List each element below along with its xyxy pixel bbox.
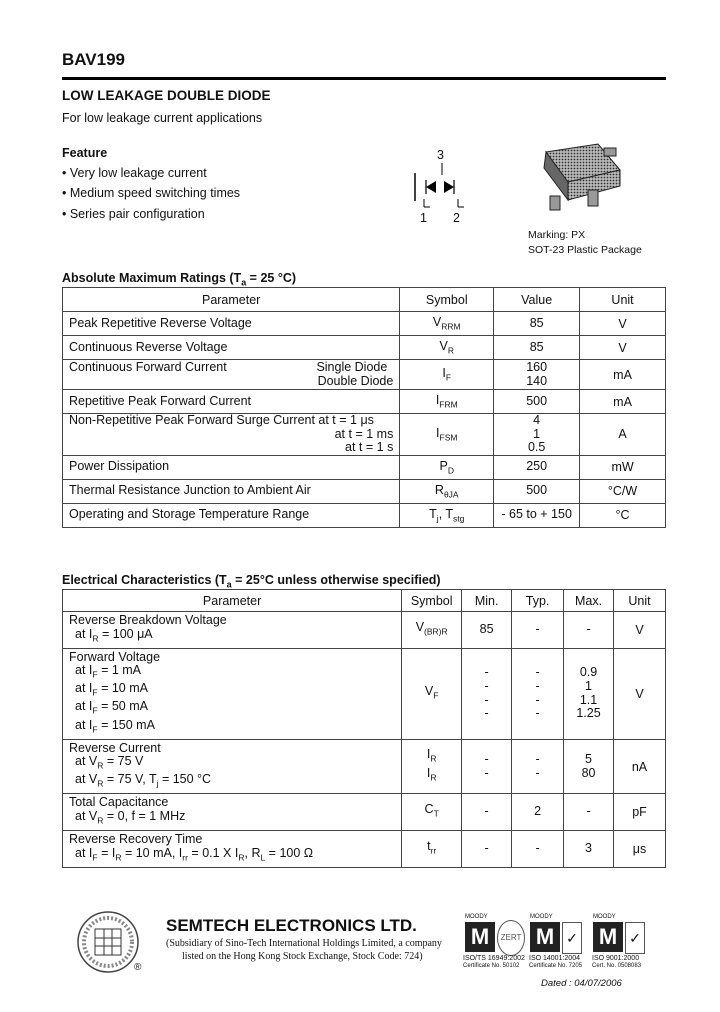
- param-title: [69, 833, 395, 847]
- min-value: -: [484, 841, 489, 856]
- param-condition-symbol: I: [88, 717, 93, 732]
- symbol-cell: [402, 794, 462, 831]
- param-condition-subscript: rr: [182, 852, 188, 863]
- param-condition-subscript: L: [260, 852, 266, 863]
- value-text: 250: [526, 459, 548, 474]
- min-value: -: [484, 692, 489, 707]
- min-cell: [462, 831, 512, 868]
- moody-logo-2-icon: M: [530, 922, 560, 952]
- max-value: 0.9: [579, 665, 598, 680]
- max-cell: [564, 794, 614, 831]
- cert-3-number: Cert. No. 0508083: [592, 963, 642, 969]
- symbol-subscript: T: [433, 808, 439, 819]
- marking-text: Marking: PX: [528, 229, 586, 241]
- param-condition: [69, 682, 395, 700]
- symbol-main: I: [436, 426, 440, 441]
- param-title-text: Reverse Recovery Time: [69, 832, 203, 847]
- param-condition-symbol: V: [88, 754, 98, 769]
- param-condition: [69, 847, 395, 865]
- symbol-cell: [402, 612, 462, 649]
- param-condition-subscript: R: [97, 815, 104, 826]
- unit-cell: A: [580, 414, 666, 456]
- param-condition-text: at: [75, 754, 89, 769]
- col-max: Max.: [564, 590, 614, 612]
- min-value: -: [484, 765, 489, 780]
- param-condition-subscript: R: [115, 852, 122, 863]
- symbol-sub: F: [445, 372, 452, 383]
- symbol-sub: FRM: [439, 399, 458, 410]
- min-value: -: [484, 706, 489, 721]
- feature-item-1: • Very low leakage current: [62, 166, 207, 180]
- param-condition-text: at: [75, 663, 89, 678]
- param-condition-text: at: [75, 809, 89, 824]
- symbol-sub: θJA: [443, 489, 459, 500]
- cert-1-label: ISO/TS 16949:2002: [463, 955, 525, 962]
- param-note: Single Diode: [316, 359, 388, 374]
- feature-item-2: • Medium speed switching times: [62, 186, 241, 200]
- param-condition-text: =: [97, 845, 112, 860]
- param-condition-subscript: R: [238, 852, 245, 863]
- param-condition: [69, 773, 395, 791]
- param-text-main: Continuous Forward Current: [69, 359, 227, 374]
- param-cell: [63, 794, 402, 831]
- param-condition-text: = 100 Ω: [265, 845, 314, 860]
- param-condition: [69, 719, 395, 737]
- cert-2-number: Certificate No. 7205: [529, 963, 583, 969]
- symbol-text: [408, 840, 455, 858]
- value-text: - 65 to + 150: [501, 507, 572, 522]
- symbol-cell: [402, 648, 462, 739]
- param-condition-text: at: [75, 626, 89, 641]
- min-cell: [462, 648, 512, 739]
- symbol-subscript: rr: [430, 845, 437, 856]
- value-text: 1: [533, 426, 541, 441]
- value-cell: [494, 390, 580, 414]
- abs-max-row: [63, 390, 666, 414]
- param-condition-subscript: F: [92, 705, 98, 716]
- param-condition-subscript: F: [92, 852, 98, 863]
- elec-header-row: [63, 590, 666, 612]
- symbol-subscript: R: [430, 753, 437, 764]
- min-value: -: [484, 751, 489, 766]
- max-value: 3: [585, 841, 592, 856]
- max-value: 1.1: [579, 692, 598, 707]
- unit-cell: °C/W: [580, 479, 666, 503]
- param-text: Power Dissipation: [69, 459, 170, 474]
- elec-heading-sub: a: [226, 579, 232, 590]
- param-condition-subscript: F: [92, 724, 98, 735]
- symbol-main: T: [429, 507, 437, 522]
- param-condition-symbol: T: [148, 772, 157, 787]
- registered-mark: ®: [134, 962, 142, 973]
- param-cell: [63, 414, 400, 456]
- param-note: at t = 1 s: [345, 440, 394, 455]
- symbol-text: [408, 803, 455, 821]
- abs-max-row: [63, 360, 666, 390]
- param-condition-text: at: [75, 681, 89, 696]
- param-condition-subscript: F: [92, 669, 98, 680]
- max-cell: [564, 612, 614, 649]
- param-text: Operating and Storage Temperature Range: [69, 507, 310, 522]
- param-cell: [63, 390, 400, 414]
- symbol-sub: R: [447, 345, 455, 356]
- unit-cell: mA: [580, 390, 666, 414]
- col-symbol: Symbol: [400, 288, 494, 312]
- symbol-cell: [400, 479, 494, 503]
- feature-item-3: • Series pair configuration: [62, 207, 205, 221]
- abs-max-row: [63, 503, 666, 527]
- param-note: Double Diode: [317, 373, 394, 388]
- param-condition-symbol: I: [88, 681, 93, 696]
- param-cell: [63, 831, 402, 868]
- symbol-cell: [402, 831, 462, 868]
- param-condition-text: ,: [244, 845, 252, 860]
- param-condition-text: at: [75, 699, 89, 714]
- symbol-cell: [400, 455, 494, 479]
- value-cell: [494, 336, 580, 360]
- dated-text: Dated : 04/07/2006: [541, 978, 622, 989]
- typ-value: 2: [534, 804, 542, 819]
- param-condition-symbol: I: [88, 845, 93, 860]
- cert-2-label: ISO 14001:2004: [529, 955, 580, 962]
- param-text: Non-Repetitive Peak Forward Surge Current at t = 1 μs: [69, 413, 374, 427]
- param-cell: [63, 739, 402, 794]
- symbol-text: [408, 685, 455, 703]
- company-subsidiary-line: (Subsidiary of Sino-Tech International Holdings Limited, a company: [166, 938, 442, 949]
- max-value: 80: [581, 765, 596, 780]
- unit-cell: mW: [580, 455, 666, 479]
- abs-max-heading-post: = 25 °C): [246, 271, 297, 285]
- company-listing-line: listed on the Hong Kong Stock Exchange, Stock Code: 724): [182, 951, 423, 962]
- unit-cell: V: [580, 312, 666, 336]
- abs-max-heading-sub: a: [241, 277, 247, 288]
- value-cell: [494, 479, 580, 503]
- param-cell: [63, 336, 400, 360]
- col-typ: Typ.: [512, 590, 564, 612]
- param-condition-symbol: I: [88, 699, 93, 714]
- param-condition-symbol: V: [88, 809, 98, 824]
- min-value: 85: [479, 622, 494, 637]
- value-cell: [494, 312, 580, 336]
- typ-cell: [512, 648, 564, 739]
- symbol-sub: FSM: [439, 432, 458, 443]
- param-cell: [63, 312, 400, 336]
- absolute-max-ratings-table: [62, 287, 666, 528]
- param-condition: [69, 628, 395, 646]
- elec-row: [63, 648, 666, 739]
- value-text: 85: [529, 315, 544, 330]
- typ-value: -: [535, 765, 540, 780]
- symbol-symbol: C: [424, 802, 434, 817]
- param-cell: [63, 479, 400, 503]
- col-parameter: Parameter: [63, 590, 402, 612]
- param-condition-text: = 1 mA: [97, 663, 142, 678]
- min-value: -: [484, 679, 489, 694]
- param-condition-symbol: I: [111, 845, 116, 860]
- param-cell: [63, 612, 402, 649]
- value-text: 500: [526, 393, 548, 408]
- ukas-badge-icon: ✓: [562, 922, 582, 954]
- moody-logo-3-icon: M: [593, 922, 623, 952]
- max-value: -: [586, 622, 591, 637]
- unit-cell: V: [614, 648, 666, 739]
- param-condition-subscript: F: [92, 687, 98, 698]
- param-condition-text: at: [75, 845, 89, 860]
- param-title-text: Reverse Breakdown Voltage: [69, 613, 227, 627]
- typ-cell: [512, 831, 564, 868]
- param-condition-subscript: R: [92, 633, 99, 644]
- max-value: -: [586, 804, 591, 819]
- param-condition-symbol: I: [234, 845, 239, 860]
- param-title-text: Reverse Current: [69, 740, 161, 755]
- param-condition-symbol: I: [88, 663, 93, 678]
- value-text: 4: [533, 413, 541, 427]
- symbol-cell: [400, 390, 494, 414]
- param-text: Thermal Resistance Junction to Ambient Air: [69, 483, 311, 498]
- param-condition-text: at: [75, 717, 89, 732]
- symbol-sub: RRM: [441, 321, 461, 332]
- unit-cell: °C: [580, 503, 666, 527]
- abs-max-row: [63, 336, 666, 360]
- typ-value: -: [535, 622, 540, 637]
- symbol-main: V: [432, 315, 442, 330]
- electrical-characteristics-table: [62, 589, 666, 868]
- cert-1-brand: MOODY: [465, 914, 488, 920]
- param-condition: [69, 664, 395, 682]
- min-cell: [462, 612, 512, 649]
- param-condition: [69, 755, 395, 773]
- abs-max-row: [63, 455, 666, 479]
- symbol-cell: [400, 312, 494, 336]
- company-seal-icon: [76, 910, 140, 974]
- unit-cell: pF: [614, 794, 666, 831]
- elec-heading: [62, 573, 441, 590]
- param-title-text: Total Capacitance: [69, 795, 169, 810]
- moody-logo-1-icon: M: [465, 922, 495, 952]
- param-cell: [63, 648, 402, 739]
- elec-row: [63, 612, 666, 649]
- symbol-text: [408, 748, 455, 766]
- typ-value: -: [535, 841, 540, 856]
- param-cell: [63, 503, 400, 527]
- symbol-main: I: [435, 393, 440, 408]
- param-condition: [69, 810, 395, 828]
- value-cell: [494, 503, 580, 527]
- param-cell: [63, 455, 400, 479]
- value-text: 0.5: [527, 440, 546, 455]
- company-name: SEMTECH ELECTRONICS LTD.: [166, 916, 417, 935]
- abs-max-heading-text: Absolute Maximum Ratings (T: [62, 271, 242, 285]
- pin-2-label: 2: [453, 211, 460, 225]
- ukas-badge-2-icon: ✓: [625, 922, 645, 954]
- value-text: 160: [526, 359, 548, 374]
- col-unit: Unit: [614, 590, 666, 612]
- param-title: [69, 614, 395, 628]
- symbol-subscript: F: [433, 690, 439, 701]
- col-unit: Unit: [580, 288, 666, 312]
- max-value: 1: [585, 679, 592, 694]
- symbol-cell: [400, 503, 494, 527]
- param-condition-symbol: I: [178, 845, 183, 860]
- symbol-cell: [400, 336, 494, 360]
- certification-logos: [463, 914, 663, 970]
- abs-max-header-row: [63, 288, 666, 312]
- typ-value: -: [535, 692, 540, 707]
- param-text: Continuous Reverse Voltage: [69, 339, 228, 354]
- param-condition: [69, 700, 395, 718]
- symbol-symbol: V: [424, 683, 434, 698]
- param-condition-subscript: j: [156, 778, 159, 789]
- symbol-text: [408, 621, 455, 639]
- col-min: Min.: [462, 590, 512, 612]
- symbol-symbol: I: [426, 765, 431, 780]
- elec-row: [63, 794, 666, 831]
- max-cell: [564, 739, 614, 794]
- symbol-main: R: [434, 483, 444, 498]
- symbol-symbol: I: [426, 747, 431, 762]
- max-cell: [564, 648, 614, 739]
- param-title: [69, 796, 395, 810]
- min-cell: [462, 739, 512, 794]
- part-number: BAV199: [62, 50, 125, 69]
- param-condition-text: = 150 °C: [158, 772, 212, 787]
- typ-value: -: [535, 751, 540, 766]
- abs-max-heading: [62, 271, 296, 288]
- elec-row: [63, 831, 666, 868]
- typ-value: -: [535, 706, 540, 721]
- param-note: at t = 1 ms: [334, 426, 394, 441]
- abs-max-row: [63, 479, 666, 503]
- symbol-main: P: [439, 459, 448, 474]
- feature-heading: Feature: [62, 146, 108, 160]
- max-value: 1.25: [576, 706, 601, 721]
- elec-row: [63, 739, 666, 794]
- param-condition-subscript: R: [97, 778, 104, 789]
- symbol-main-2: , T: [438, 507, 454, 522]
- typ-cell: [512, 794, 564, 831]
- param-condition-text: = 50 mA: [97, 699, 148, 714]
- param-title: [69, 742, 395, 756]
- zert-badge-icon: ZERT: [497, 920, 525, 956]
- value-cell: [494, 414, 580, 456]
- symbol-main: I: [442, 366, 446, 381]
- param-condition-symbol: R: [251, 845, 261, 860]
- symbol-sub-2: stg: [453, 513, 465, 524]
- document-subtitle: LOW LEAKAGE DOUBLE DIODE: [62, 88, 271, 103]
- abs-max-row: [63, 414, 666, 456]
- param-condition-text: = 10 mA,: [121, 845, 179, 860]
- col-value: Value: [494, 288, 580, 312]
- max-value: 5: [585, 751, 592, 766]
- param-text: [69, 361, 393, 375]
- symbol-symbol: t: [427, 838, 431, 853]
- value-text: 140: [526, 373, 548, 388]
- symbol-cell: [400, 414, 494, 456]
- col-symbol: Symbol: [402, 590, 462, 612]
- symbol-main: V: [415, 619, 425, 634]
- param-text: Repetitive Peak Forward Current: [69, 393, 252, 408]
- min-value: -: [484, 665, 489, 680]
- param-condition-text: = 0.1 X: [187, 845, 235, 860]
- max-cell: [564, 831, 614, 868]
- cert-2-brand: MOODY: [530, 914, 553, 920]
- elec-heading-post: = 25°C unless otherwise specified): [231, 573, 441, 587]
- symbol-sub: (BR)R: [424, 626, 448, 637]
- symbol-subscript: R: [430, 772, 437, 783]
- param-text: Peak Repetitive Reverse Voltage: [69, 315, 252, 330]
- typ-value: -: [535, 665, 540, 680]
- typ-cell: [512, 612, 564, 649]
- value-cell: [494, 360, 580, 390]
- title-rule: [62, 77, 666, 80]
- symbol-text: [408, 767, 455, 785]
- param-condition-text: = 75 V: [103, 754, 144, 769]
- col-parameter: Parameter: [63, 288, 400, 312]
- symbol-sub: j: [436, 513, 439, 524]
- typ-cell: [512, 739, 564, 794]
- cert-1-number: Certificate No. 50102: [463, 963, 520, 969]
- elec-heading-text: Electrical Characteristics (T: [62, 573, 227, 587]
- symbol-main: V: [439, 339, 448, 354]
- application-text: For low leakage current applications: [62, 111, 263, 125]
- value-text: 85: [529, 339, 544, 354]
- param-condition-symbol: I: [88, 626, 93, 641]
- param-cell: [63, 360, 400, 390]
- value-text: 500: [526, 483, 548, 498]
- unit-cell: V: [580, 336, 666, 360]
- param-condition-symbol: V: [88, 772, 98, 787]
- pin-3-label: 3: [437, 148, 444, 162]
- param-condition-text: = 75 V,: [103, 772, 149, 787]
- typ-value: -: [535, 679, 540, 694]
- cert-3-label: ISO 9001:2000: [592, 955, 640, 962]
- param-condition-text: = 100 μA: [98, 626, 153, 641]
- abs-max-row: [63, 312, 666, 336]
- unit-cell: V: [614, 612, 666, 649]
- param-title: [69, 651, 395, 665]
- min-cell: [462, 794, 512, 831]
- pin-1-label: 1: [420, 211, 427, 225]
- unit-cell: μs: [614, 831, 666, 868]
- param-condition-text: = 150 mA: [97, 717, 155, 732]
- sot23-package-icon: [528, 140, 638, 225]
- param-title-text: Forward Voltage: [69, 649, 161, 664]
- symbol-cell: [402, 739, 462, 794]
- value-cell: [494, 455, 580, 479]
- param-condition-text: = 10 mA: [97, 681, 148, 696]
- cert-3-brand: MOODY: [593, 914, 616, 920]
- package-text: SOT-23 Plastic Package: [528, 244, 642, 256]
- param-condition-subscript: R: [97, 760, 104, 771]
- min-value: -: [484, 804, 489, 819]
- diode-symbol-icon: [410, 163, 470, 211]
- unit-cell: nA: [614, 739, 666, 794]
- symbol-cell: [400, 360, 494, 390]
- unit-cell: mA: [580, 360, 666, 390]
- param-condition-text: at: [75, 772, 89, 787]
- symbol-sub: D: [447, 465, 455, 476]
- param-condition-text: = 0, f = 1 MHz: [103, 809, 186, 824]
